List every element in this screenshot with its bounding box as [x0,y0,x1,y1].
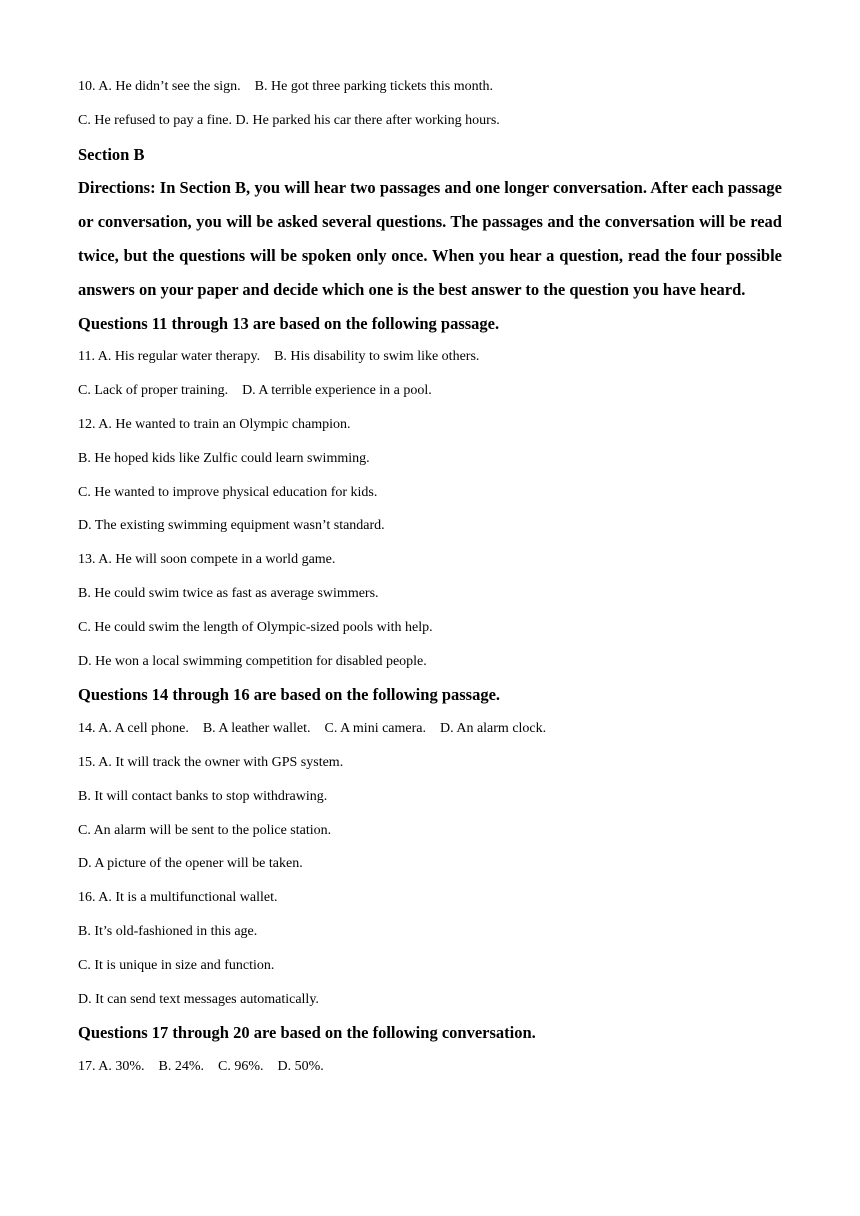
q17-options: 17. A. 30%. B. 24%. C. 96%. D. 50%. [78,1059,324,1075]
q15-option-b: B. It will contact banks to stop withdrawing. [78,788,328,804]
section-b-directions: Directions: In Section B, you will hear two passages and one longer conversation. After each passage or conversation, you will be asked several questions. The passages and the conversation will be read twice, but the questions will be spoken only once. When you hear a question, read the four possible answers on your paper and decide which one is the best answer to the question you have heard. [78,178,782,299]
q16-option-a: 16. A. It is a multifunctional wallet. [78,890,278,906]
section-b-title: Section B [78,144,145,164]
q12-option-b: B. He hoped kids like Zulfic could learn swimming. [78,450,370,466]
q12-option-c: C. He wanted to improve physical education for kids. [78,484,378,500]
q16-option-d: D. It can send text messages automatically. [78,991,319,1007]
q11-line2: C. Lack of proper training. D. A terrible experience in a pool. [78,383,432,399]
q12-option-a: 12. A. He wanted to train an Olympic champion. [78,416,351,432]
q13-option-a: 13. A. He will soon compete in a world game. [78,552,336,568]
q12-option-d: D. The existing swimming equipment wasn’t standard. [78,518,385,534]
group1-heading: Questions 11 through 13 are based on the following passage. [78,313,500,333]
q13-option-d: D. He won a local swimming competition for disabled people. [78,653,427,669]
q16-option-c: C. It is unique in size and function. [78,957,275,973]
q15-option-d: D. A picture of the opener will be taken. [78,856,303,872]
q10-options-line2: C. He refused to pay a fine. D. He parked his car there after working hours. [78,112,500,128]
q15-option-c: C. An alarm will be sent to the police station. [78,822,332,838]
q16-option-b: B. It’s old-fashioned in this age. [78,923,258,939]
q11-line1: 11. A. His regular water therapy. B. His disability to swim like others. [78,349,480,365]
q13-option-c: C. He could swim the length of Olympic-sized pools with help. [78,619,433,635]
q10-options-line1: 10. A. He didn’t see the sign. B. He got three parking tickets this month. [78,79,494,94]
group3-heading: Questions 17 through 20 are based on the following conversation. [78,1023,536,1043]
q14-options: 14. A. A cell phone. B. A leather wallet. C. A mini camera. D. An alarm clock. [78,721,547,737]
q15-option-a: 15. A. It will track the owner with GPS system. [78,754,344,770]
q13-option-b: B. He could swim twice as fast as average swimmers. [78,585,379,601]
exam-page [78,70,782,1084]
group2-heading: Questions 14 through 16 are based on the following passage. [78,685,501,705]
